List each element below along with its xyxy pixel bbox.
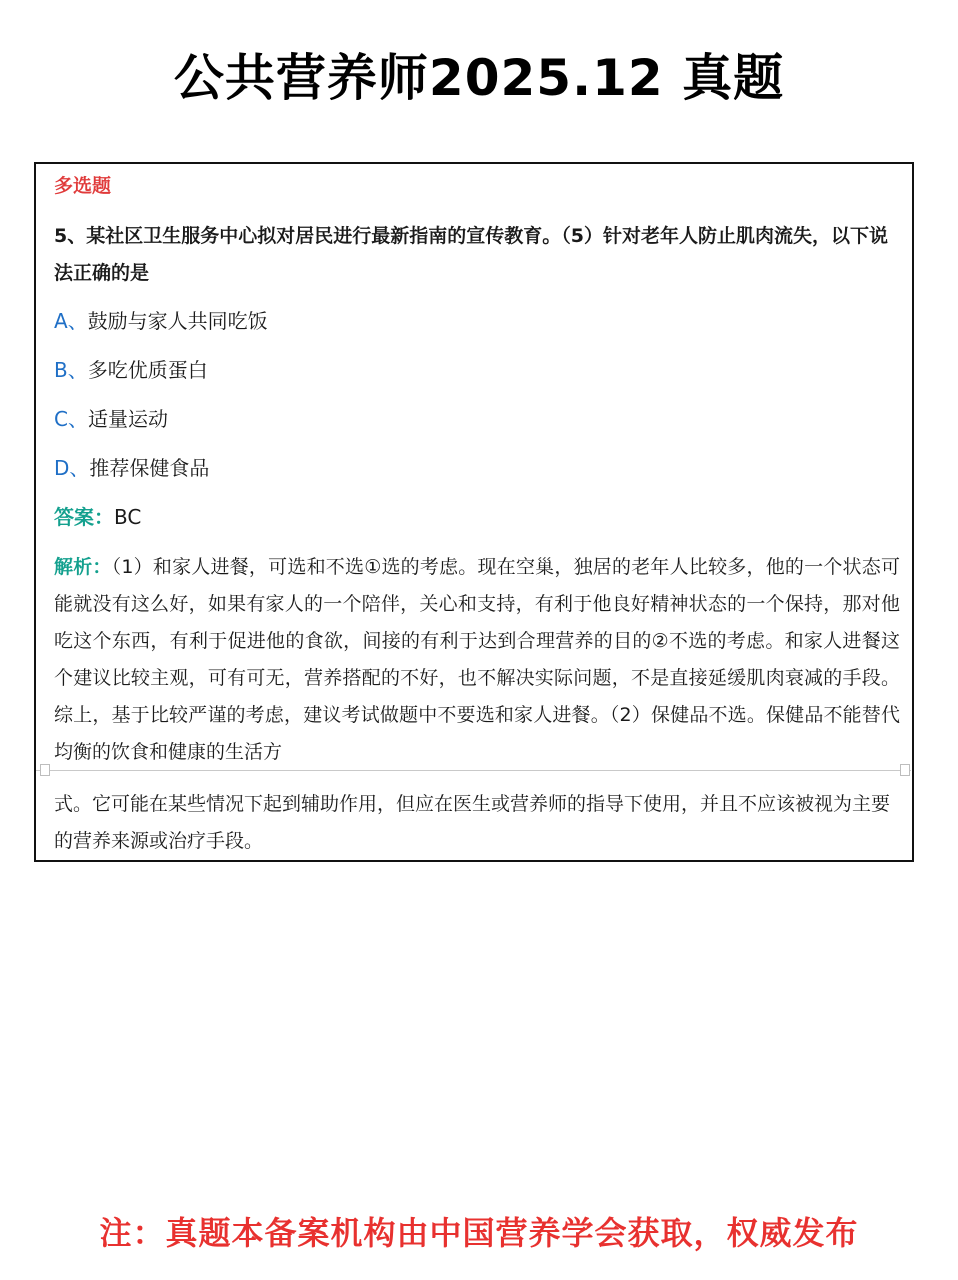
question-stem: 5、某社区卫生服务中心拟对居民进行最新指南的宣传教育。（5）针对老年人防止肌肉流失，以下说法正确的是 xyxy=(54,225,888,284)
analysis-paragraph xyxy=(54,549,900,771)
option-a-separator: 、 xyxy=(67,309,88,333)
analysis-text: （1）和家人进餐，可选和不选①选的考虑。现在空巢，独居的老年人比较多，他的一个状态可能就没有这么好，如果有家人的一个陪伴，关心和支持，有利于他良好精神状态的一个保持，那对他吃这个东西，有利于促进他的食欲，间接的有利于达到合理营养的目的②不选的考虑。和家人进餐这个建议比较主观，可有可无，营养搭配的不好，也不解决实际问题，不是直接延缓肌肉衰减的手段。综上，基于比较严谨的考虑，建议考试做题中不要选和家人进餐。（2）保健品不选。保健品不能替代均衡的饮食和健康的生活方 xyxy=(54,556,900,763)
option-a-letter: A xyxy=(54,309,68,333)
option-b-text: 多吃优质蛋白 xyxy=(87,358,208,382)
question-card xyxy=(34,162,914,862)
analysis-continued: 式。它可能在某些情况下起到辅助作用，但应在医生或营养师的指导下使用，并且不应该被视为主要的营养来源或治疗手段。 xyxy=(54,793,891,852)
option-a-text: 鼓励与家人共同吃饭 xyxy=(87,309,268,333)
analysis-label: 解析： xyxy=(54,556,112,578)
option-d xyxy=(54,453,209,483)
page-break-marker-left xyxy=(40,764,50,776)
answer-label: 答案： xyxy=(54,505,114,529)
answer-row xyxy=(54,502,141,532)
page-break-marker-right xyxy=(900,764,910,776)
option-d-text: 推荐保健食品 xyxy=(89,456,210,480)
option-c-text: 适量运动 xyxy=(87,407,168,431)
option-b-separator: 、 xyxy=(67,358,88,382)
option-d-separator: 、 xyxy=(69,456,90,480)
page-break-divider xyxy=(36,770,911,771)
question-type-label: 多选题 xyxy=(54,175,112,197)
option-b-letter: B xyxy=(54,358,68,382)
page-title: 公共营养师2025.12 真题 xyxy=(173,49,785,107)
option-c xyxy=(54,404,168,434)
option-c-separator: 、 xyxy=(67,407,88,431)
option-d-letter: D xyxy=(54,456,70,480)
answer-value: BC xyxy=(114,505,142,529)
option-a xyxy=(54,306,268,336)
option-b xyxy=(54,355,208,385)
option-c-letter: C xyxy=(54,407,68,431)
footer-note: 注：真题本备案机构由中国营养学会获取，权威发布 xyxy=(99,1214,859,1252)
